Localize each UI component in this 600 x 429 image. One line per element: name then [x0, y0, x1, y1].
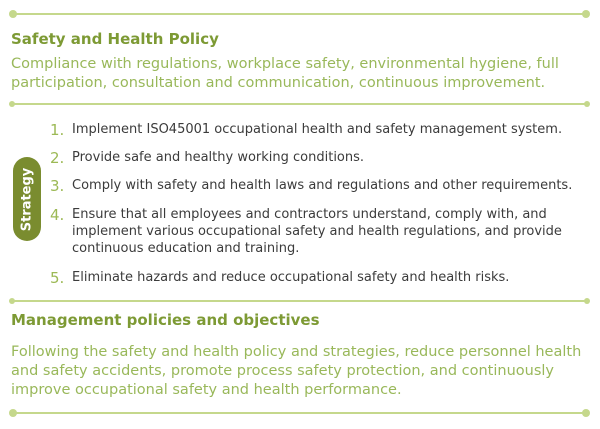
bottom-divider: [13, 412, 586, 414]
policy-title: Safety and Health Policy: [11, 30, 219, 48]
strategy-item-text: Provide safe and healthy working conditions.: [72, 150, 365, 165]
strategy-item-5: [50, 269, 595, 287]
strategy-item-text: Comply with safety and health laws and regulations and other requirements.: [72, 178, 573, 193]
top-divider: [13, 13, 586, 15]
policy-divider: [13, 103, 586, 105]
strategy-label: Strategy: [19, 167, 35, 231]
management-text: Following the safety and health policy and strategies, reduce personnel health and safety accidents, promote process safety protection, and continuously improve occupational safety and health performance.: [11, 344, 582, 398]
strategy-item-number: 4.: [50, 206, 65, 224]
strategy-item-3: [50, 177, 595, 195]
strategy-item-text: Eliminate hazards and reduce occupational safety and health risks.: [72, 270, 510, 285]
strategy-item-number: 2.: [50, 149, 65, 167]
management-title: Management policies and objectives: [11, 311, 320, 329]
strategy-item-1: [50, 121, 595, 139]
strategy-item-2: [50, 149, 595, 167]
strategy-item-4: [50, 206, 595, 257]
strategy-item-number: 3.: [50, 177, 65, 195]
policy-text: Compliance with regulations, workplace safety, environmental hygiene, full participation, consultation and communication, continuous improvement.: [11, 56, 559, 91]
strategy-divider: [13, 300, 586, 302]
strategy-item-text: Implement ISO45001 occupational health and safety management system.: [72, 122, 563, 137]
strategy-item-number: 1.: [50, 121, 65, 139]
strategy-badge: [13, 157, 41, 241]
strategy-item-text: Ensure that all employees and contractors understand, comply with, and implement various occupational safety and health regulations, and provide continuous education and training.: [72, 207, 562, 256]
strategy-item-number: 5.: [50, 269, 65, 287]
